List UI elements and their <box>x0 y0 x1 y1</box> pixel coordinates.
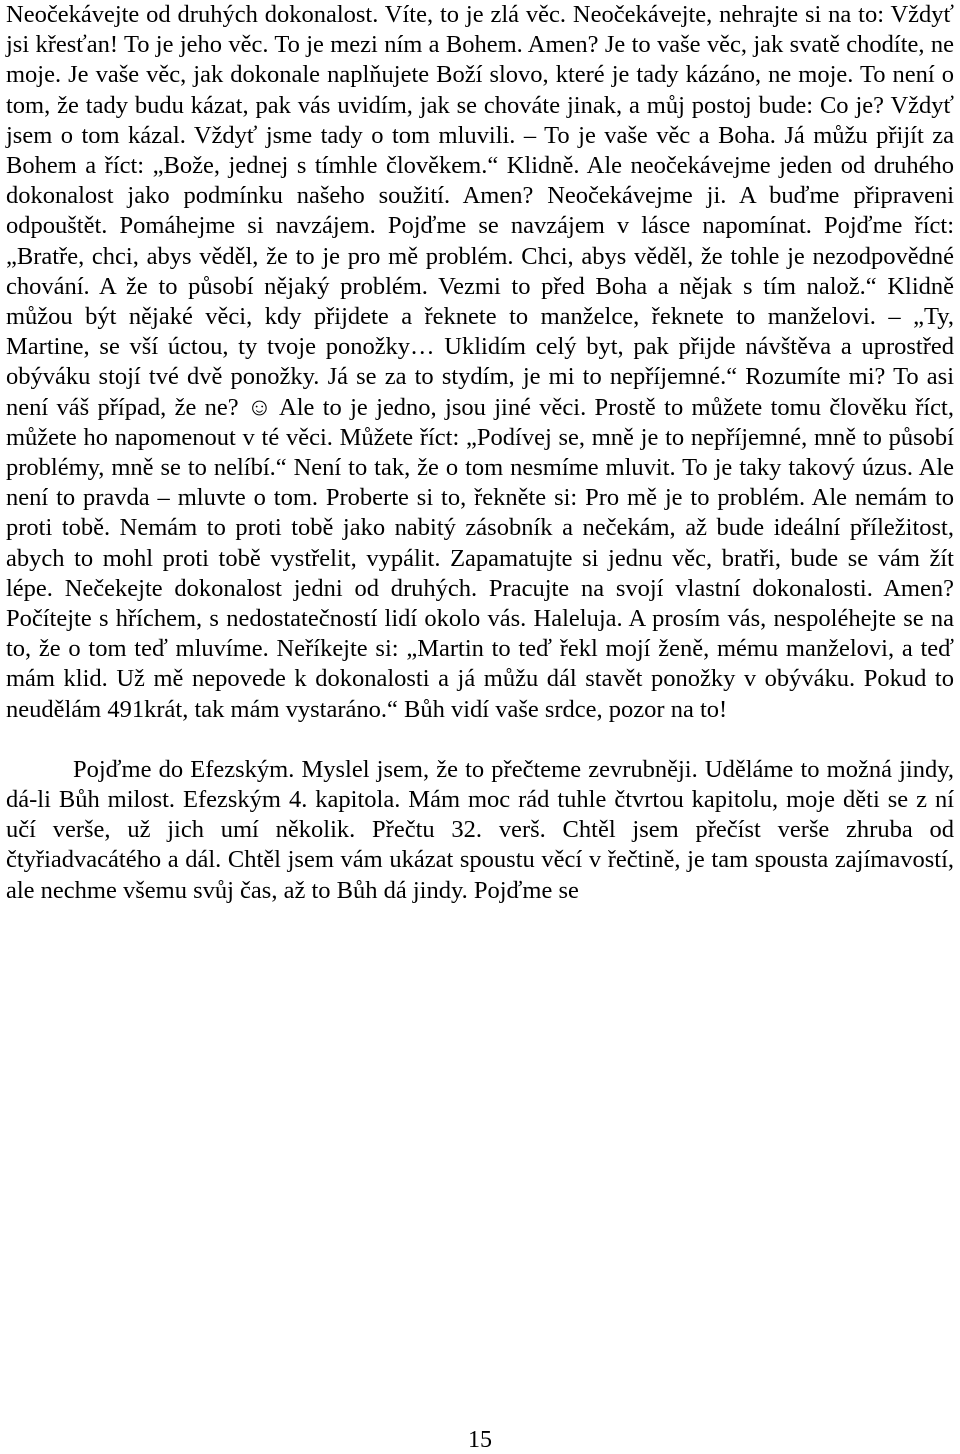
paragraph-forgiveness: Neočekávejte od druhých dokonalost. Víte, to je zlá věc. Neočekávejte, nehrajte si na to: Vždyť jsi křesťan! To je jeho věc. To je mezi ním a Bohem. Amen? Je to vaše věc, jak svatě chodíte, ne moje. Je vaše věc, jak dokonale naplňujete Boží slovo, které je tady kázáno, ne moje. To není o tom, že tady budu kázat, pak vás uvidím, jak se chováte jinak, a můj postoj bude: Co je? Vždyť jsem o tom kázal. Vždyť jsme tady o tom mluvili. – To je vaše věc a Boha. Já můžu přijít za Bohem a říct: „Bože, jednej s tímhle člověkem.“ Klidně. Ale neočekávejme jeden od druhého dokonalost jako podmínku našeho soužití. Amen? Neočekávejme ji. A buďme připraveni odpouštět. Pomáhejme si navzájem. Pojďme se navzájem v lásce napomínat. Pojďme říct: „Bratře, chci, abys věděl, že to je pro mě problém. Chci, abys věděl, že tohle je nezodpovědné chování. A že to působí nějaký problém. Vezmi to před Boha a nějak s tím nalož.“ Klidně můžou být nějaké věci, kdy přijdete a řeknete to manželce, řeknete to manželovi. – „Ty, Martine, se vší úctou, ty tvoje ponožky… Uklidím celý byt, pak přijde návštěva a uprostřed obýváku stojí tvé dvě ponožky. Já se za to stydím, je mi to nepříjemné.“ Rozumíte mi? To asi není váš případ, že ne? ☺ Ale to je jedno, jsou jiné věci. Prostě to můžete tomu člověku říct, můžete ho napomenout v té věci. Můžete říct: „Podívej se, mně je to nepříjemné, mně to působí problémy, mně se to nelíbí.“ Není to tak, že o tom nesmíme mluvit. To je taky takový úzus. Ale není to pravda – mluvte o tom. Proberte si to, řekněte si: Pro mě je to problém. Ale nemám to proti tobě. Nemám to proti tobě jako nabitý zásobník a nečekám, až bude ideální příležitost, abych to mohl proti tobě vystřelit, vypálit. Zapamatujte si jednu věc, bratři, bude se vám žít lépe. Nečekejte dokonalost jedni od druhých. Pracujte na svojí vlastní dokonalosti. Amen? Počítejte s hříchem, s nedostatečností lidí okolo vás. Haleluja. A prosím vás, nespoléhejte se na to, že o tom teď mluvíme. Neříkejte si: „Martin to teď řekl mojí ženě, mému manželovi, a teď mám klid. Už mě nepovede k dokonalosti a já můžu dál stavět ponožky v obýváku. Pokud to neudělám 491krát, tak mám vystaráno.“ Bůh vidí vaše srdce, pozor na to! <box>6 1 954 723</box>
paragraph-ephesians: Pojďme do Efezským. Myslel jsem, že to přečteme zevrubněji. Uděláme to možná jindy, dá-li Bůh milost. Efezským 4. kapitola. Mám moc rád tuhle čtvrtou kapitolu, moje děti se z ní učí verše, už jich umí několik. Přečtu 32. verš. Chtěl jsem přečíst verše zhruba od čtyřiadvacátého a dál. Chtěl jsem vám ukázat spoustu věcí v řečtině, je tam spousta zajímavostí, ale nechme všemu svůj čas, až to Bůh dá jindy. Pojďme se <box>6 755 954 904</box>
page-number: 15 <box>468 1427 492 1453</box>
document-page <box>6 0 954 906</box>
